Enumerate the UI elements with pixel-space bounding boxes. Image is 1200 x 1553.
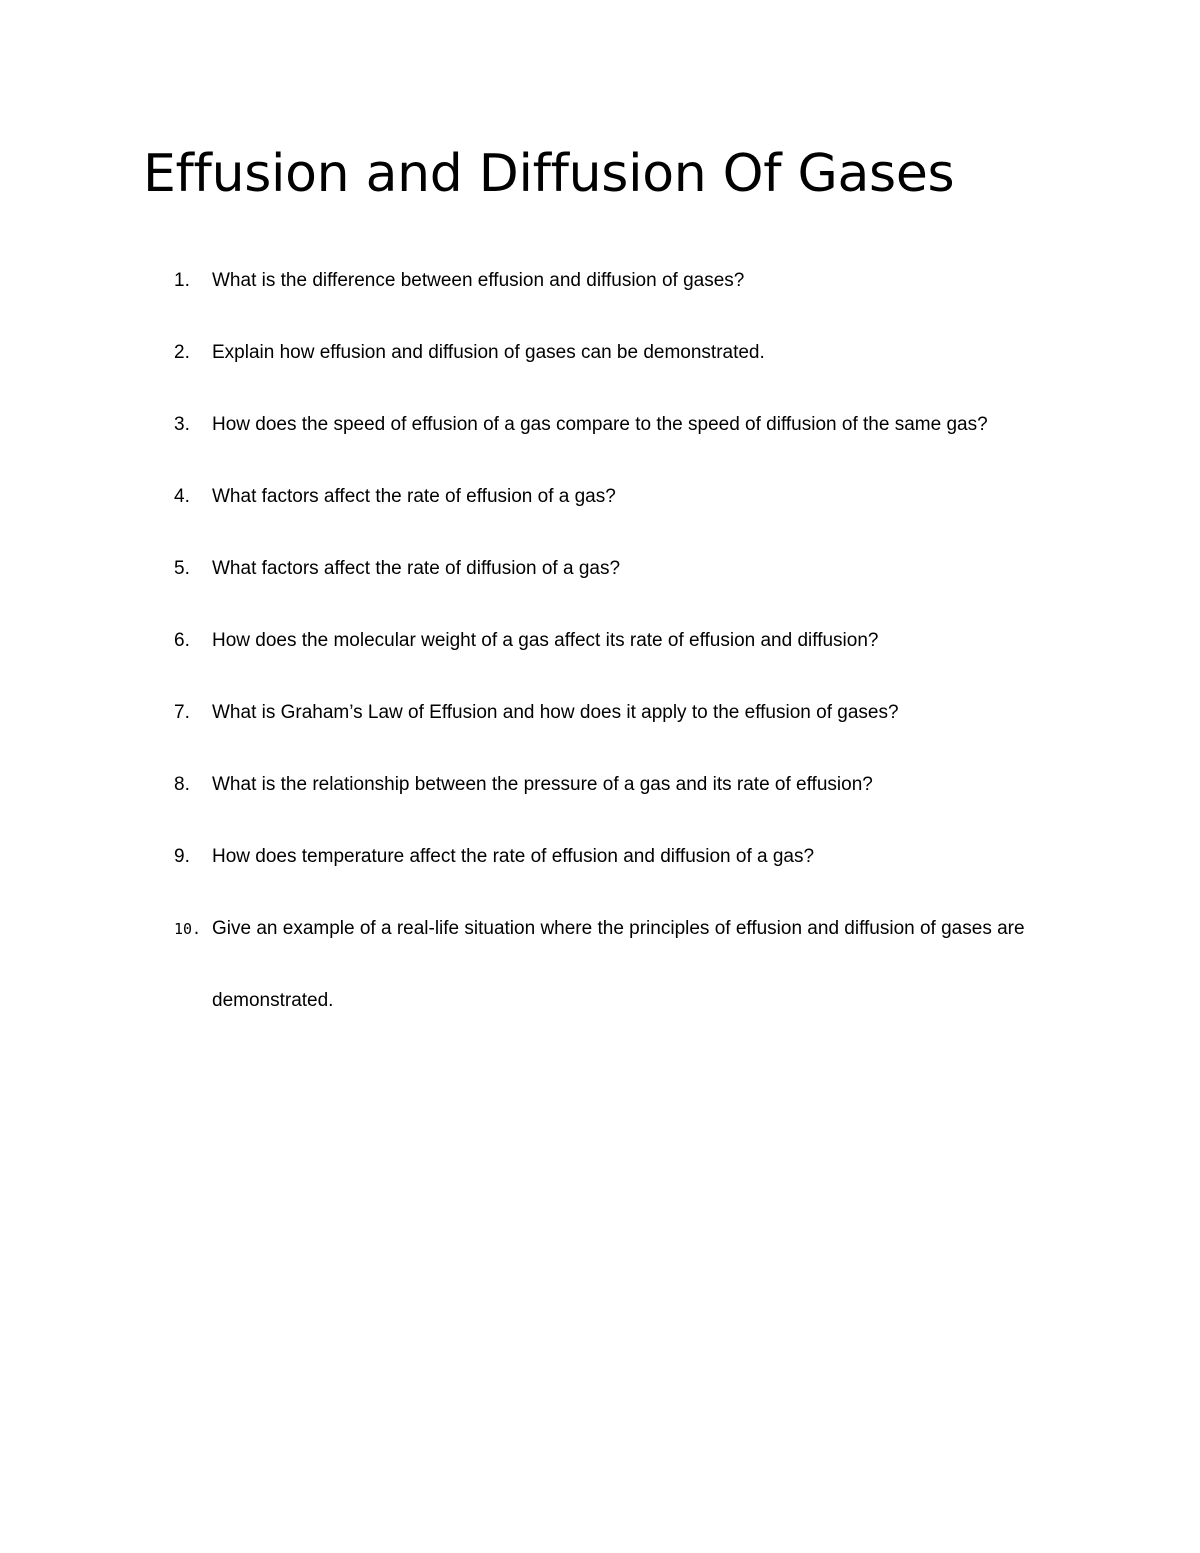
question-number: 6. xyxy=(174,630,190,651)
question-list xyxy=(174,245,1054,1037)
question-item xyxy=(174,389,1054,461)
question-item xyxy=(174,245,1054,317)
question-text: What factors affect the rate of diffusion of a gas? xyxy=(212,558,621,579)
question-text: Explain how effusion and diffusion of gases can be demonstrated. xyxy=(212,342,765,363)
question-text: What is the difference between effusion and diffusion of gases? xyxy=(212,270,745,291)
question-item xyxy=(174,533,1054,605)
question-item xyxy=(174,677,1054,749)
question-text: Give an example of a real-life situation where the principles of effusion and diffusion of gases are demonstrated. xyxy=(212,918,1025,1011)
question-text: How does the molecular weight of a gas affect its rate of effusion and diffusion? xyxy=(212,630,879,651)
question-number: 5. xyxy=(174,558,190,579)
question-number: 1. xyxy=(174,270,190,291)
question-text: What factors affect the rate of effusion of a gas? xyxy=(212,486,616,507)
question-item xyxy=(174,893,1054,1037)
question-number: 9. xyxy=(174,846,190,867)
question-item xyxy=(174,461,1054,533)
question-number: 10. xyxy=(174,920,202,938)
question-text: What is the relationship between the pressure of a gas and its rate of effusion? xyxy=(212,774,873,795)
question-number: 3. xyxy=(174,414,190,435)
question-item xyxy=(174,821,1054,893)
question-item xyxy=(174,317,1054,389)
question-number: 2. xyxy=(174,342,190,363)
question-number: 7. xyxy=(174,702,190,723)
question-item xyxy=(174,749,1054,821)
question-text: What is Graham’s Law of Effusion and how does it apply to the effusion of gases? xyxy=(212,702,899,723)
question-number: 4. xyxy=(174,486,190,507)
question-text: How does the speed of effusion of a gas compare to the speed of diffusion of the same gas? xyxy=(212,414,988,435)
question-number: 8. xyxy=(174,774,190,795)
document-title: Effusion and Diffusion Of Gases xyxy=(143,144,955,204)
question-text: How does temperature affect the rate of effusion and diffusion of a gas? xyxy=(212,846,815,867)
question-item xyxy=(174,605,1054,677)
